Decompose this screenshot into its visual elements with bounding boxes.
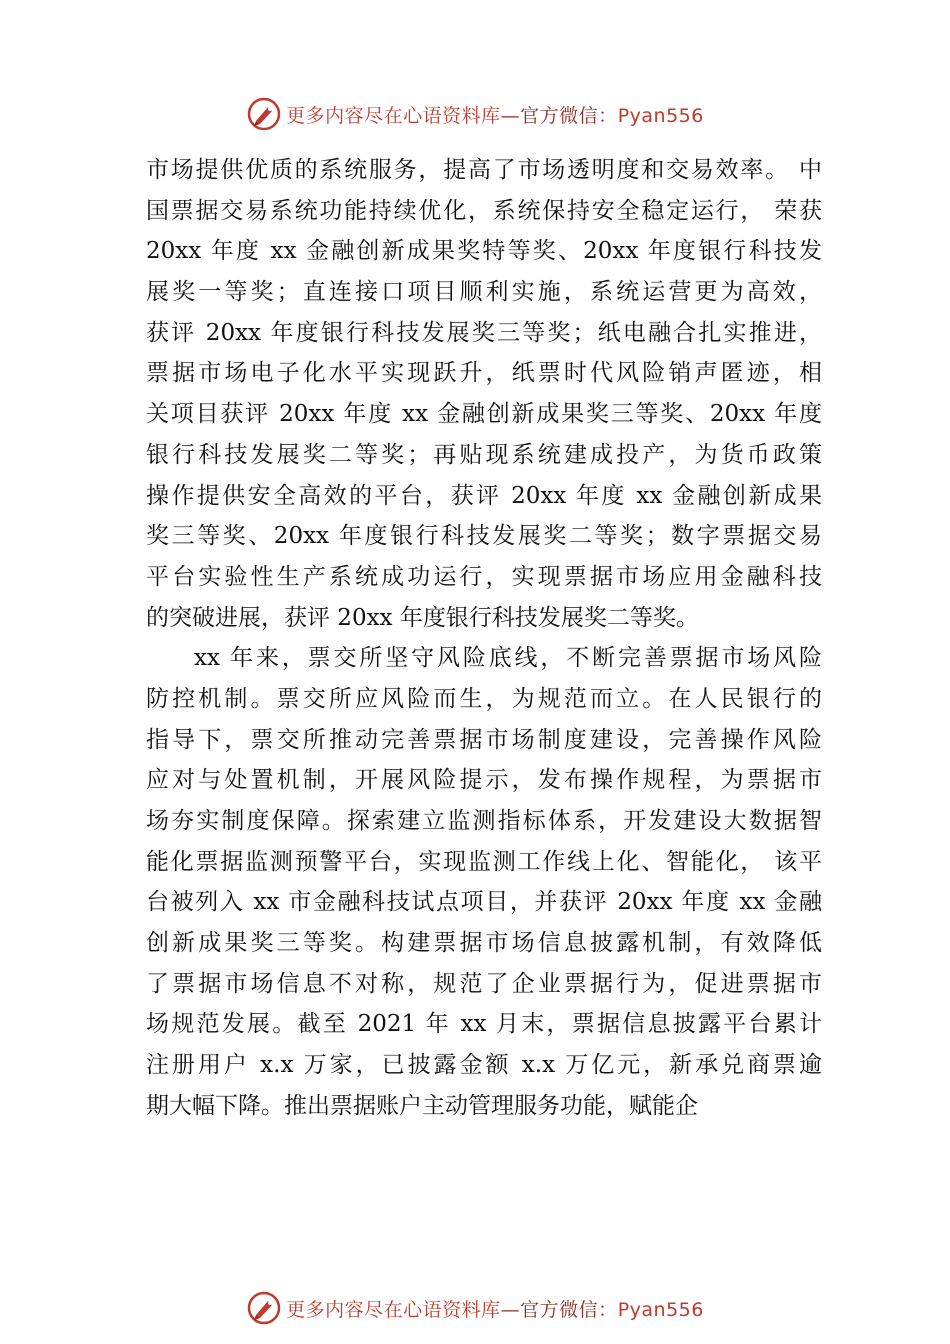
header-brand: 更多内容尽在心语资料库 <box>286 104 501 127</box>
body-line: 奖三等奖、20xx 年度银行科技发展奖二等奖；数字票据交易 <box>146 523 822 550</box>
footer-text <box>286 1295 704 1322</box>
body-line: 了票据市场信息不对称，规范了企业票据行为，促进票据市 <box>146 970 822 997</box>
header-wechat-id: Pyan556 <box>617 104 704 127</box>
body-line: 台被列入 xx 市金融科技试点项目，并获评 20xx 年度 xx 金融 <box>146 889 822 916</box>
body-line: 创新成果奖三等奖。构建票据市场信息披露机制，有效降低 <box>146 930 822 957</box>
footer-banner <box>0 1288 950 1328</box>
body-line: 国票据交易系统功能持续优化，系统保持安全稳定运行， 荣获 <box>146 197 822 224</box>
document-body <box>146 150 822 1127</box>
body-line: 期大幅下降。推出票据账户主动管理服务功能，赋能企 <box>146 1092 698 1119</box>
body-line: 银行科技发展奖二等奖；再贴现系统建成投产，为货币政策 <box>146 441 822 468</box>
body-line: 获评 20xx 年度银行科技发展奖三等奖；纸电融合扎实推进， <box>146 319 822 346</box>
footer-wechat-id: Pyan556 <box>617 1298 704 1321</box>
body-line: 防控机制。票交所应风险而生，为规范而立。在人民银行的 <box>146 685 822 712</box>
body-line: 关项目获评 20xx 年度 xx 金融创新成果奖三等奖、20xx 年度 <box>146 401 822 428</box>
header-banner <box>0 94 950 134</box>
body-line: 市场提供优质的系统服务，提高了市场透明度和交易效率。 中 <box>146 157 822 183</box>
pen-nib-logo-icon <box>246 1290 282 1326</box>
body-line: 展奖一等奖；直连接口项目顺利实施，系统运营更为高效， <box>146 279 822 306</box>
body-line: 票据市场电子化水平实现跃升，纸票时代风险销声匿迹，相 <box>146 360 822 387</box>
body-line: 能化票据监测预警平台，实现监测工作线上化、智能化， 该平 <box>146 848 822 875</box>
body-line: 20xx 年度 xx 金融创新成果奖特等奖、20xx 年度银行科技发 <box>146 238 822 265</box>
body-line: 应对与处置机制，开展风险提示，发布操作规程，为票据市 <box>146 767 822 794</box>
header-text <box>286 101 704 128</box>
footer-dash: —官方微信： <box>500 1298 618 1321</box>
pen-nib-logo-icon <box>246 96 282 132</box>
body-line: 场规范发展。截至 2021 年 xx 月末，票据信息披露平台累计 <box>146 1011 822 1038</box>
body-line: 场夯实制度保障。探索建立监测指标体系，开发建设大数据智 <box>146 808 822 834</box>
body-line: 指导下，票交所推动完善票据市场制度建设，完善操作风险 <box>146 726 822 753</box>
body-line: 的突破进展，获评 20xx 年度银行科技发展奖二等奖。 <box>146 604 699 631</box>
body-line: 平台实验性生产系统成功运行，实现票据市场应用金融科技 <box>146 563 822 590</box>
footer-brand: 更多内容尽在心语资料库 <box>286 1298 501 1321</box>
body-line: 操作提供安全高效的平台，获评 20xx 年度 xx 金融创新成果 <box>146 482 822 509</box>
body-line: xx 年来，票交所坚守风险底线，不断完善票据市场风险 <box>194 645 822 672</box>
body-line: 注册用户 x.x 万家，已披露金额 x.x 万亿元，新承兑商票逾 <box>146 1052 822 1079</box>
header-dash: —官方微信： <box>500 104 618 127</box>
